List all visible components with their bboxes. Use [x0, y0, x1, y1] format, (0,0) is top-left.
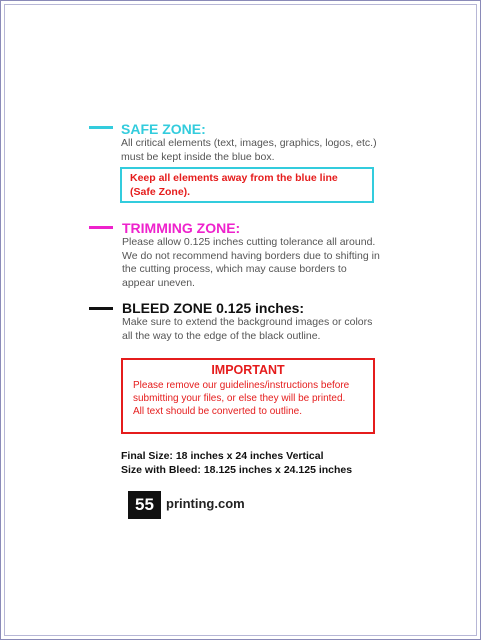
logo-name: printing.com — [166, 496, 245, 511]
safe-zone-description: All critical elements (text, images, graphics, logos, etc.) must be kept inside the blue box. — [121, 137, 377, 163]
safe-zone-marker — [89, 126, 113, 129]
trimming-zone-description: Please allow 0.125 inches cutting tolerance all around. We do not recommend having borders due to shifting in the cutting process, which may cause borders to appear uneven. — [122, 236, 380, 289]
bleed-zone-marker — [89, 307, 113, 310]
safe-zone-box — [120, 167, 374, 203]
important-text: Please remove our guidelines/instructions before submitting your files, or else they will be printed. All text should be converted to outline. — [133, 380, 350, 417]
bleed-size-text: Size with Bleed: 18.125 inches x 24.125 inches — [121, 464, 353, 476]
final-size-text: Final Size: 18 inches x 24 inches Vertical — [121, 450, 324, 462]
safe-zone-box-text: Keep all elements away from the blue line (Safe Zone). — [130, 172, 338, 198]
safe-zone-title: SAFE ZONE: — [121, 121, 206, 137]
size-info — [121, 449, 352, 477]
important-box — [121, 358, 375, 434]
important-title: IMPORTANT — [211, 363, 285, 377]
bleed-zone-description: Make sure to extend the background images or colors all the way to the edge of the black outline. — [122, 316, 373, 342]
logo-mark: 55 — [128, 491, 161, 519]
trimming-zone-title: TRIMMING ZONE: — [122, 220, 241, 236]
bleed-zone-title: BLEED ZONE 0.125 inches: — [122, 300, 305, 316]
trimming-zone-marker — [89, 226, 113, 229]
